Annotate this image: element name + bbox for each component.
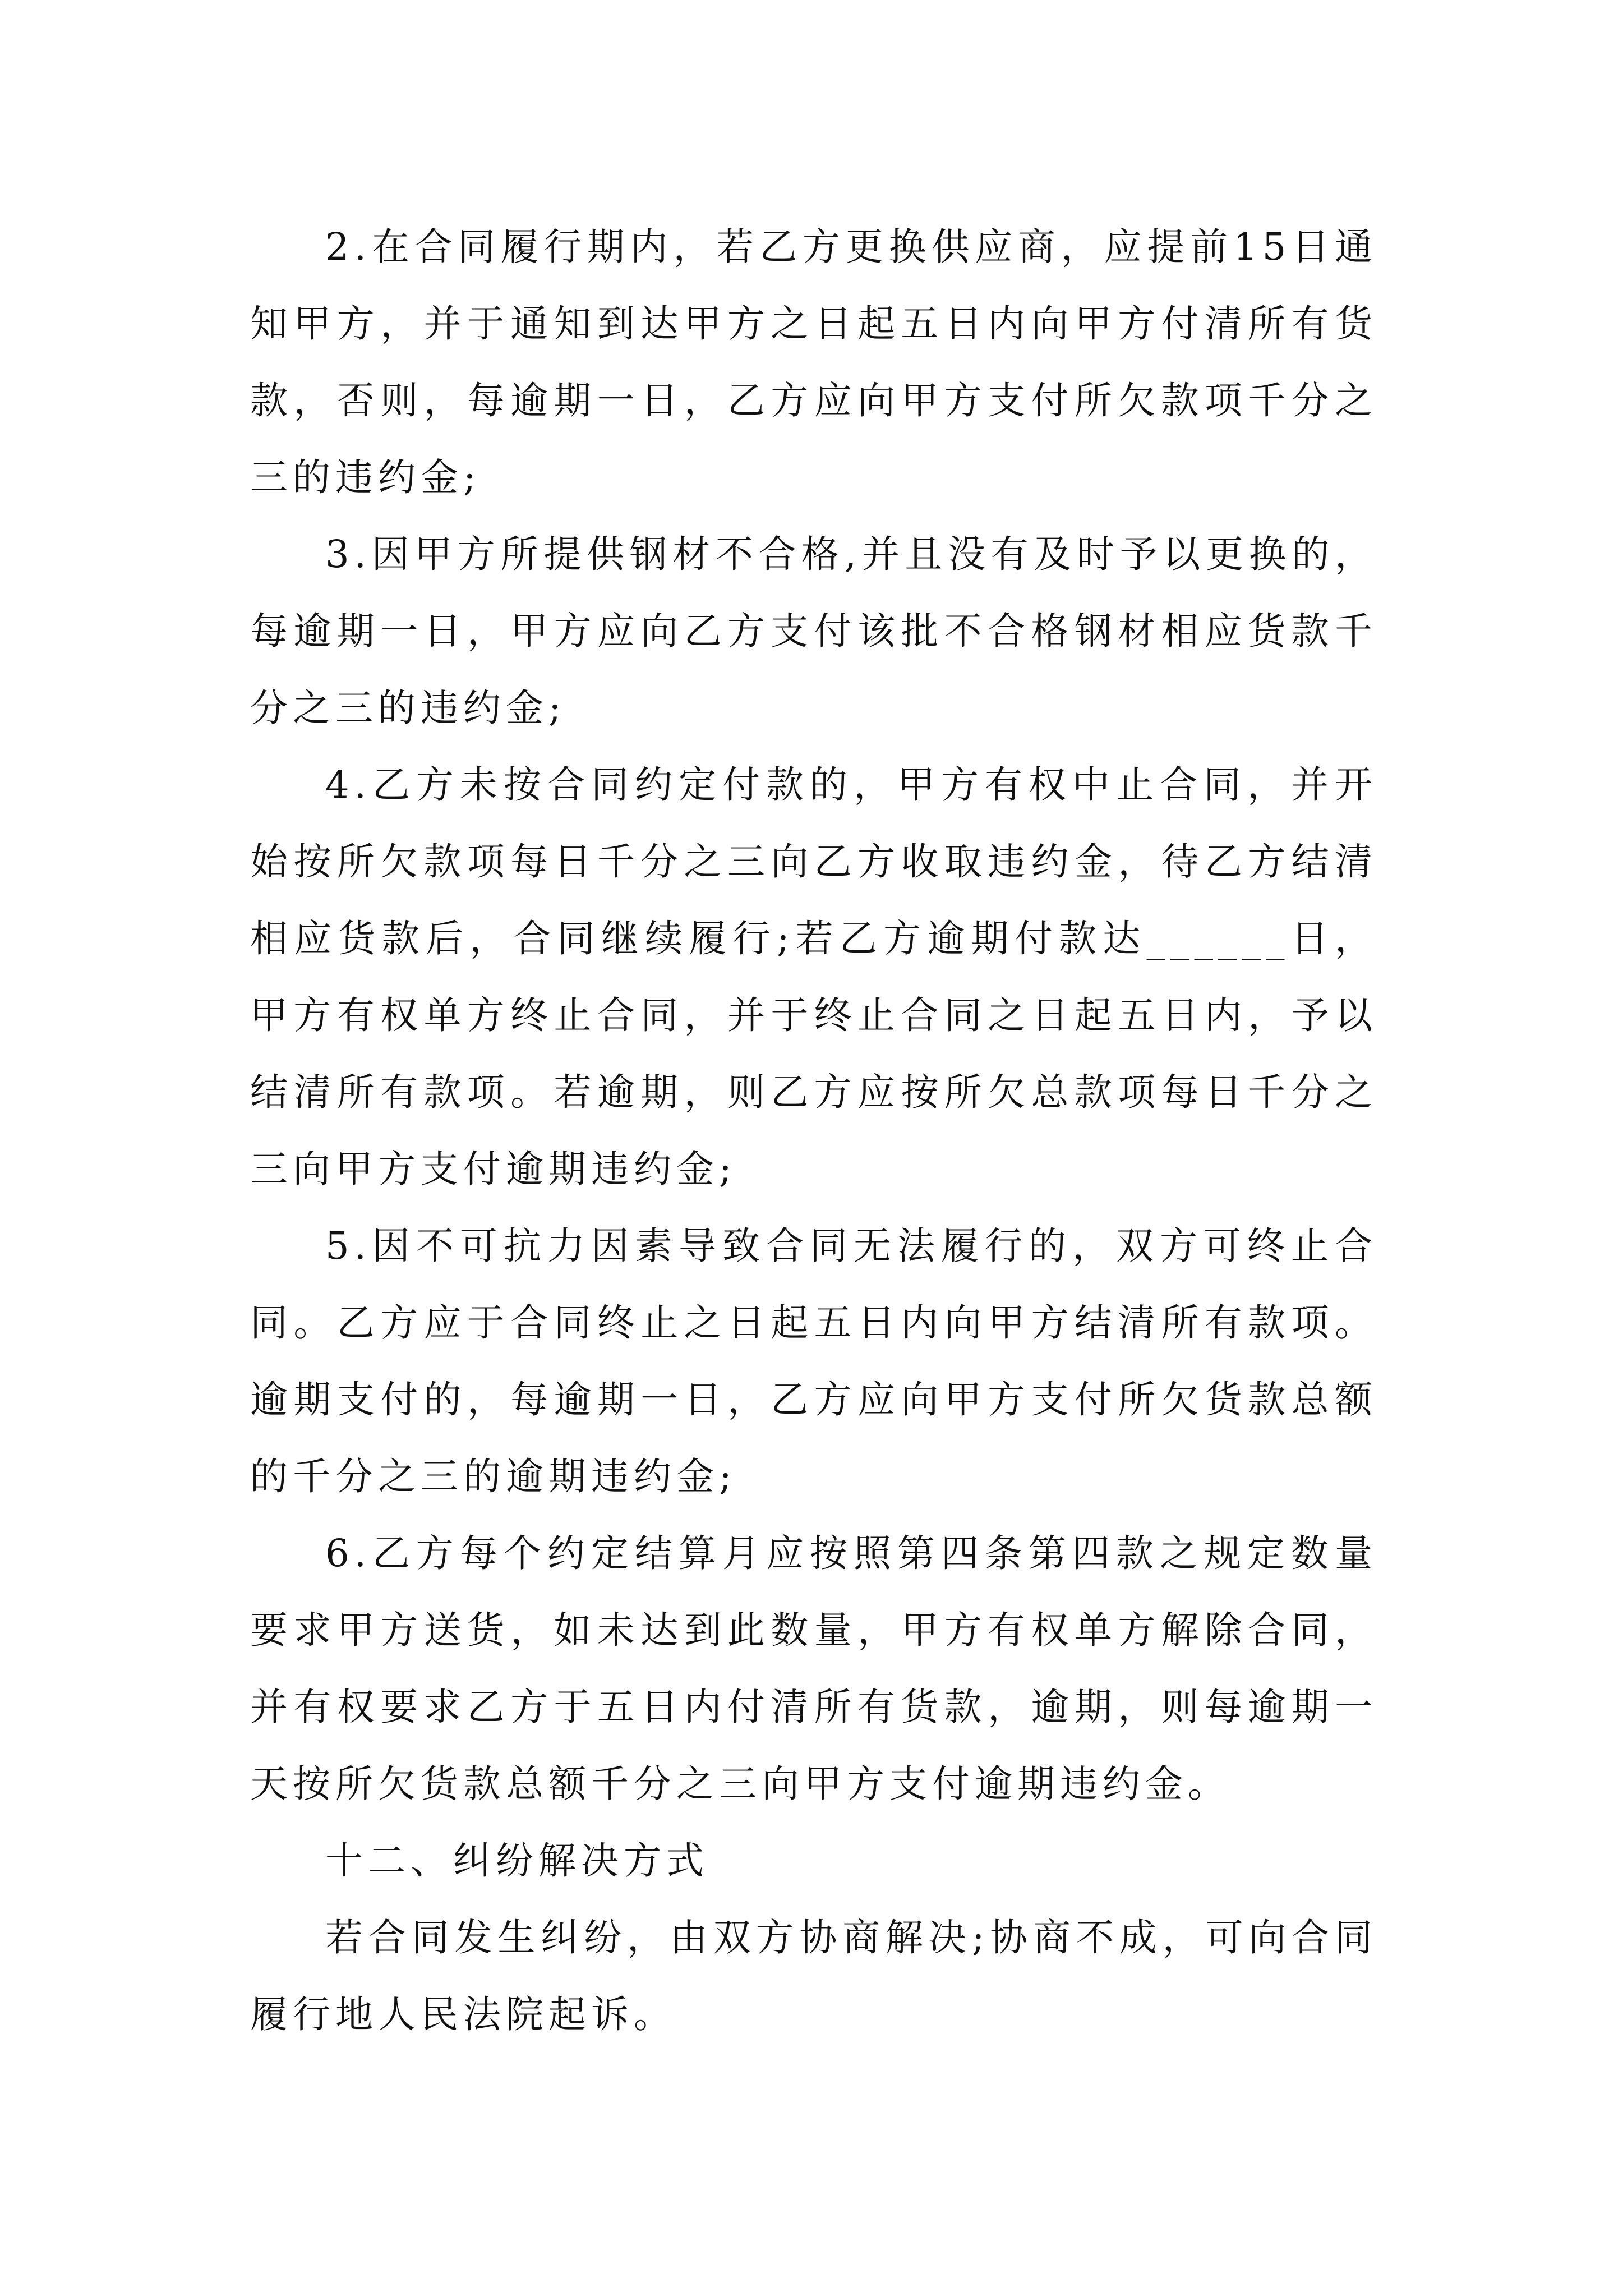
- document-body: [250, 209, 1377, 2053]
- clause-6-paragraph: 6.乙方每个约定结算月应按照第四条第四款之规定数量要求甲方送货，如未达到此数量，甲方有权单方解除合同，并有权要求乙方于五日内付清所有货款，逾期，则每逾期一天按所欠货款总额千分之三向甲方支付逾期违约金。: [250, 1531, 1377, 1806]
- dispute-resolution-paragraph: 若合同发生纠纷，由双方协商解决;协商不成，可向合同履行地人民法院起诉。: [250, 1916, 1377, 2036]
- section-12-heading: 十二、纠纷解决方式: [325, 1839, 709, 1883]
- clause-4-paragraph: 4.乙方未按合同约定付款的，甲方有权中止合同，并开始按所欠款项每日千分之三向乙方收取违约金，待乙方结清相应货款后，合同继续履行;若乙方逾期付款达______日，甲方有权单方终止合同，并于终止合同之日起五日内，予以结清所有款项。若逾期，则乙方应按所欠总款项每日千分之三向甲方支付逾期违约金;: [250, 763, 1377, 1191]
- clause-3-paragraph: 3.因甲方所提供钢材不合格,并且没有及时予以更换的，每逾期一日，甲方应向乙方支付该批不合格钢材相应货款千分之三的违约金;: [250, 532, 1377, 730]
- clause-2-paragraph: 2.在合同履行期内，若乙方更换供应商，应提前15日通知甲方，并于通知到达甲方之日起五日内向甲方付清所有货款，否则，每逾期一日，乙方应向甲方支付所欠款项千分之三的违约金;: [250, 225, 1377, 499]
- clause-5-paragraph: 5.因不可抗力因素导致合同无法履行的，双方可终止合同。乙方应于合同终止之日起五日内向甲方结清所有款项。逾期支付的，每逾期一日，乙方应向甲方支付所欠货款总额的千分之三的逾期违约金;: [250, 1224, 1377, 1498]
